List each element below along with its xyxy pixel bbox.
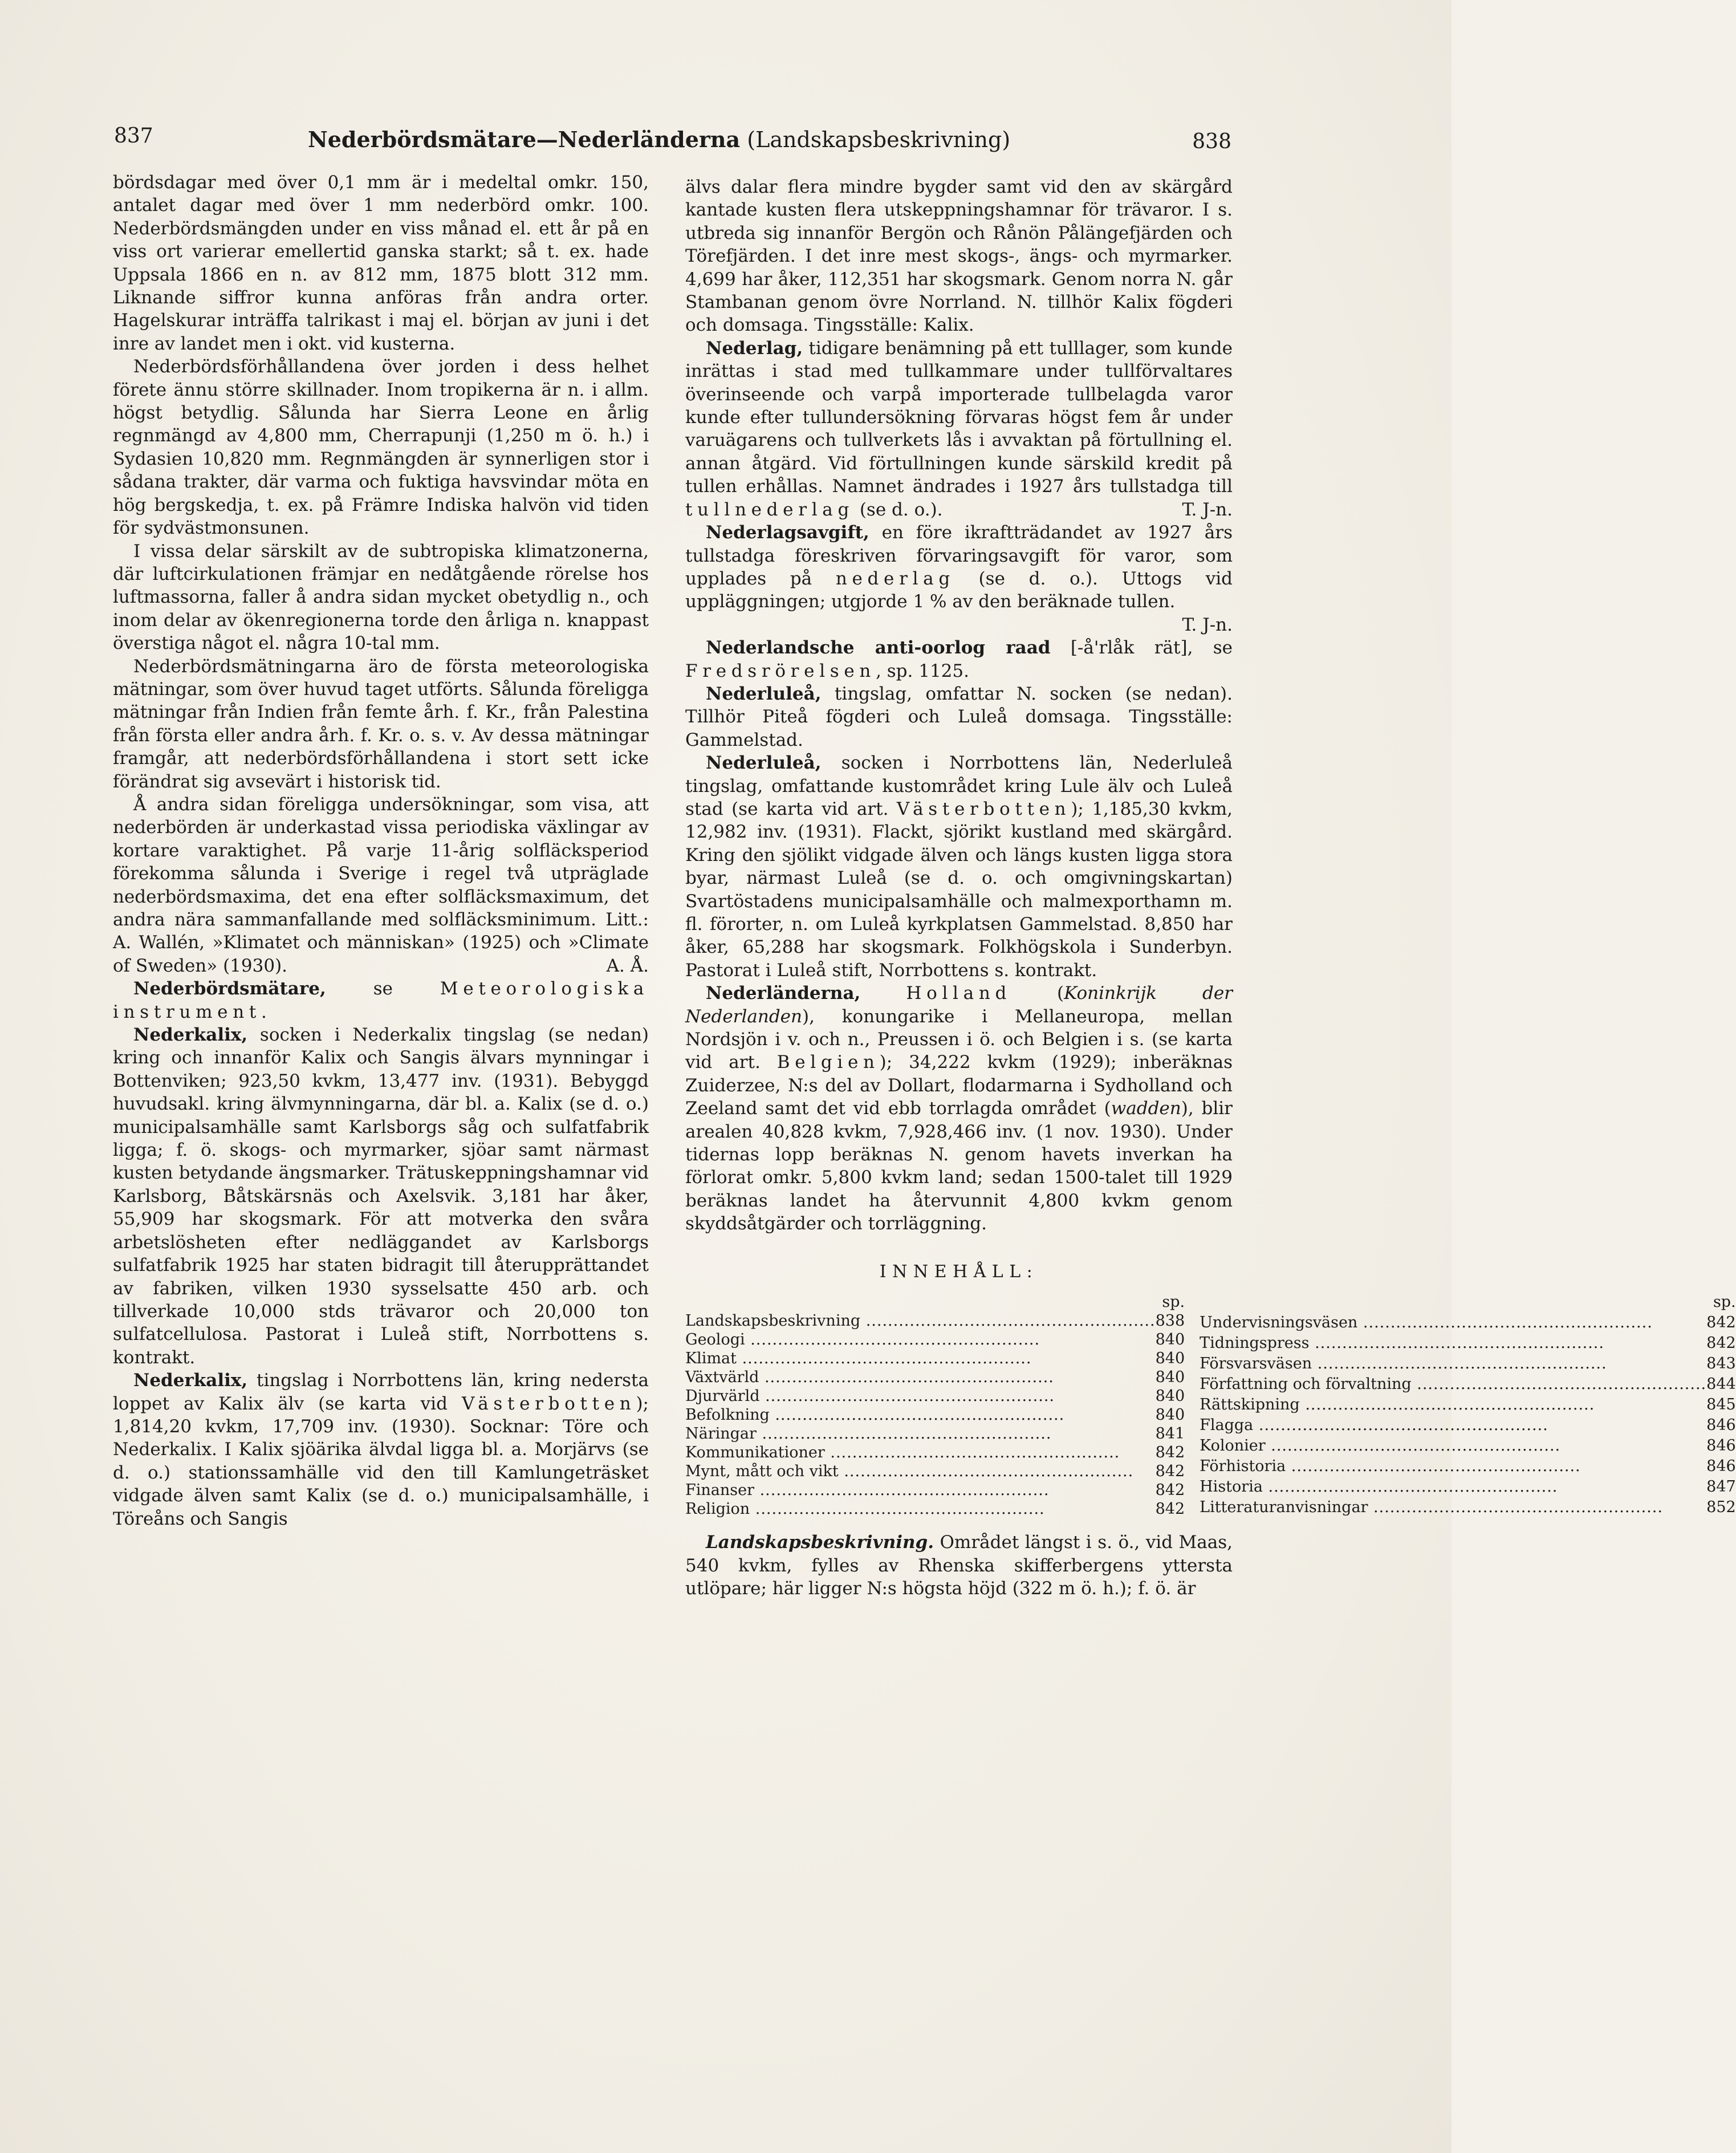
- contents-label: Litteraturanvisningar .....: [1200, 1498, 1706, 1518]
- term-italic: wadden: [1111, 1098, 1181, 1119]
- contents-page: 846: [1706, 1457, 1736, 1476]
- running-title: [308, 127, 1010, 152]
- paragraph: älvs dalar flera mindre bygder samt vid den av skärgård kantade kusten flera utskeppningshamnar för trävaror. I s. utbreda sig innanför Bergön och Rånön Pålängefjärden och Törefjärden. I det inre mest skogs-, ängs- och myrmarker. 4,699 har åker, 112,351 har skogsmark. Genom norra N. går Stambanan genom övre Norrland. N. tillhör Kalix fögderi och domsaga. Tingsställe: Kalix.: [685, 177, 1233, 336]
- contents-row: [685, 1481, 1185, 1500]
- entry-nederlagsavgift: [685, 521, 1233, 635]
- entry-text: socken i Nederkalix tingslag (se nedan) kring och innanför Kalix och Sangis älvars mynningar i Bottenviken; 923,50 kvkm, 13,477 inv. (1931). Bebyggd huvudsakl. kring älvmynningarna, där bl. a. Kalix (se d. o.) municipalsamhälle samt Karlsborgs såg och sulfatfabrik ligga; f. ö. skogs- och myrmarker, sjöar samt närmast kusten betydande ängsmarker. Trätuskeppningshamnar vid Karlsborg, Båtskärsnäs och Axelsvik. 3,181 har åker, 55,909 har skogsmark. För att motverka den svåra arbetslösheten efter nedläggandet av Karlsborgs sulfatfabrik 1925 har staten bidragit till återupprättandet av fabriken, vilken 1930 sysselsatte 450 arb. och tillverkade 10,000 stds trävaror och 20,000 ton sulfatcellulosa. Pastorat i Luleå stift, Norrbottens s. kontrakt.: [113, 1025, 649, 1368]
- signature: T. J-n.: [1182, 614, 1233, 635]
- entry-text: socken i Norrbottens län, Nederluleå tingslag, omfattande kustområdet kring Lule älv och Luleå stad (se karta vid art.: [685, 753, 1233, 819]
- contents-page: 841: [1155, 1425, 1185, 1443]
- cross-reference: nederlag: [835, 568, 955, 589]
- page-header: [114, 124, 1231, 164]
- contents-row: [685, 1349, 1185, 1368]
- entry-text: ), blir arealen 40,828 kvkm, 7,928,466 inv. (1 nov. 1930). Under tidernas lopp beräknas N. genom havets inverkan ha förlorat omkr. 5,800 kvkm land; sedan 1500-talet till 1929 beräknas landet ha återvunnit 4,800 kvkm genom skyddsåtgärder och torrläggning.: [685, 1098, 1233, 1234]
- contents-row: [685, 1462, 1185, 1481]
- contents-page: 840: [1155, 1406, 1185, 1424]
- contents-row: [685, 1368, 1185, 1387]
- section-heading: Landskapsbeskrivning.: [706, 1532, 934, 1553]
- contents-row: [685, 1330, 1185, 1349]
- entry-text: se: [326, 978, 440, 1000]
- entry-headword: Nederlagsavgift,: [706, 522, 869, 543]
- entry-nederlanderna: Nederländerna, Holland (Koninkrijk der Nederlanden), konungarike i Mellaneuropa, mellan Nordsjön i v. och n., Preussen i ö. och Belgien i s. (se karta vid art. Belgien); 34,222 kvkm (1929); inberäknas Zuiderzee, N:s del av Dollart, flodarmarna i Sydholland och Zeeland samt det vid ebb torrlagda området (wadden), blir arealen 40,828 kvkm, 7,928,466 inv. (1 nov. 1930). Under tidernas lopp beräknas N. genom havets inverkan ha förlorat omkr. 5,800 kvkm land; sedan 1500-talet till 1929 beräknas landet ha återvunnit 4,800 kvkm genom skyddsåtgärder och torrläggning.: [685, 983, 1233, 1234]
- entry-text: tingslag, omfattar N. socken (se nedan). Tillhör Piteå fögderi och Luleå domsaga. Tingsställe: Gammelstad.: [685, 683, 1233, 750]
- entry-headword: Nederluleå,: [706, 683, 822, 704]
- entry-nederkalix-tingslag: [113, 1369, 649, 1530]
- contents-label: Undervisningsväsen .....: [1200, 1313, 1706, 1334]
- contents-label: Flagga .....: [1200, 1416, 1706, 1436]
- entry-text: en före ikraftträdandet av 1927 års tullstadga föreskriven förvaringsavgift för varor, som upplades på: [685, 522, 1233, 589]
- contents-label: Landskapsbeskrivning .....: [685, 1311, 1156, 1330]
- contents-row: [1200, 1498, 1736, 1518]
- cross-reference: Västerbotten: [896, 798, 1071, 819]
- cross-reference: Belgien: [776, 1052, 880, 1073]
- entry-nederlulea-socken: [685, 751, 1233, 982]
- paragraph: Nederbördsförhållandena över jorden i dess helhet förete ännu större skillnader. Inom tropikerna är n. i allm. högst betydlig. Sålunda har Sierra Leone en årlig regnmängd av 4,800 mm, Cherrapunji (1,250 m ö. h.) i Sydasien 10,820 mm. Regnmängden är synnerligen stor i sådana trakter, där varma och fuktiga havsvindar möta en hög bergskedja, t. ex. på Främre Indiska halvön vid tiden för sydvästmonsunen.: [113, 356, 649, 539]
- running-title-bold: Nederbördsmätare—Nederländerna: [308, 127, 741, 152]
- contents-label: Kolonier .....: [1200, 1436, 1706, 1457]
- contents-label: Författning och förvaltning .....: [1200, 1375, 1706, 1395]
- entry-headword: Nederländerna,: [706, 983, 861, 1004]
- paragraph: Nederbördsmätningarna äro de första meteorologiska mätningar, som över huvud taget utförts. Sålunda föreligga mätningar från Indien från femte årh. f. Kr., från Palestina från första eller andra årh. f. Kr. o. s. v. Av dessa mätningar framgår, att nederbördsförhållandena i stort sett icke förändrat sig avsevärt i historisk tid.: [113, 656, 649, 792]
- entry-text: tidigare benämning på ett tulllager, som kunde inrättas i stad med tullkammare under tullförvaltares överinseende och varpå importerade tullbelagda varor kunde efter tullundersökning förvaras högst fem år under varuägarens och tullverkets lås i avvaktan på förtullning el. annan åtgärd. Vid förtullningen kunde särskild kredit på tullen erhållas. Namnet ändrades i 1927 års tullstadga till: [685, 338, 1233, 497]
- contents-page: 840: [1155, 1368, 1185, 1387]
- contents-row: [685, 1500, 1185, 1518]
- sp-label: sp.: [1162, 1293, 1185, 1311]
- contents-label: Växtvärld .....: [685, 1368, 1156, 1387]
- contents-page: 842: [1155, 1463, 1185, 1481]
- contents-row: [1200, 1395, 1736, 1416]
- entry-text: [-å'rlåk rät], se: [1050, 637, 1233, 659]
- contents-label: Djurvärld .....: [685, 1387, 1156, 1405]
- contents-row: [1200, 1375, 1736, 1395]
- contents-label: Geologi .....: [685, 1330, 1156, 1349]
- contents-label: Befolkning .....: [685, 1405, 1156, 1424]
- contents-page: 845: [1706, 1396, 1736, 1414]
- contents-page: 840: [1155, 1387, 1185, 1405]
- contents-page: 840: [1155, 1331, 1185, 1349]
- entry-text: ); 1,814,20 kvkm, 17,709 inv. (1930). Socknar: Töre och Nederkalix. I Kalix sjöärika älvdal ligga bl. a. Morjärvs (se d. o.) stationssamhälle vid den till Kamlungeträsket vidgade älven samt Kalix (se d. o.) municipalsamhälle, i Töreåns och Sangis: [113, 1393, 649, 1529]
- contents-heading: INNEHÅLL:: [879, 1261, 1039, 1282]
- entry-headword: Nederlandsche anti-oorlog raad: [706, 637, 1051, 659]
- contents-page: 838: [1155, 1312, 1185, 1330]
- contents-page: 842: [1155, 1444, 1185, 1462]
- contents-page: 842: [1155, 1500, 1185, 1518]
- contents-page: 852: [1706, 1498, 1736, 1517]
- contents-label: Förhistoria .....: [1200, 1457, 1706, 1477]
- contents-label: Finanser .....: [685, 1481, 1156, 1500]
- alt-name: Holland: [906, 983, 1011, 1004]
- contents-row: [685, 1405, 1185, 1424]
- contents-row: [1200, 1416, 1736, 1436]
- contents-page: 843: [1706, 1355, 1736, 1373]
- contents-label: Kommunikationer .....: [685, 1443, 1156, 1462]
- cross-reference: tullnederlag: [685, 499, 854, 520]
- signature: T. J-n.: [1182, 499, 1233, 520]
- contents-row: [1200, 1354, 1736, 1375]
- contents-row: [685, 1387, 1185, 1405]
- contents-label: Klimat .....: [685, 1349, 1156, 1368]
- contents-row: [1200, 1436, 1736, 1457]
- entry-headword: Nederlag,: [706, 338, 803, 359]
- entry-text: ); 1,185,30 kvkm, 12,982 inv. (1931). Flackt, sjörikt kustland med skärgård. Kring den sjölikt vidgade älven och längs kusten ligga stora byar, närmast Luleå (se d. o. och omgivningskartan) Svartöstadens municipalsamhälle och malmexporthamn m. fl. förorter, n. om Luleå kyrkplatsen Gammelstad. 8,850 har åker, 65,288 har skogsmark. Folkhögskola i Sunderbyn. Pastorat i Luleå stift, Norrbottens s. kontrakt.: [685, 798, 1233, 981]
- entry-headword: Nederkalix,: [133, 1370, 248, 1391]
- cross-reference: Fredsrörelsen: [685, 660, 876, 681]
- page-number-left: 837: [114, 124, 153, 148]
- sp-label: sp.: [1713, 1293, 1736, 1311]
- cross-reference: Meteorologiska instrument: [113, 978, 649, 1022]
- entry-text: , sp. 1125.: [876, 660, 969, 681]
- contents-left: [685, 1293, 1185, 1518]
- entry-text: tingslag i Norrbottens län, kring nedersta loppet av Kalix älv (se karta vid: [113, 1370, 649, 1414]
- entry-text: ); 34,222 kvkm (1929); inberäknas Zuiderzee, N:s del av Dollart, flodarmarna i Sydholland och Zeeland samt det vid ebb torrlagda området (: [685, 1052, 1233, 1119]
- page-number-right: 838: [1192, 130, 1231, 153]
- entry-text: (se d. o.). Uttogs vid uppläggningen; utgjorde 1 % av den beräknade tullen.: [685, 568, 1233, 612]
- contents-label: Försvarsväsen .....: [1200, 1354, 1706, 1375]
- contents-page: 842: [1706, 1334, 1736, 1352]
- native-name: Koninkrijk der Nederlanden: [685, 983, 1233, 1027]
- signature: A. Å.: [606, 955, 649, 976]
- contents-label: Näringar .....: [685, 1424, 1156, 1443]
- entry-nederlag: [685, 337, 1233, 521]
- entry-nederlulea-tingslag: [685, 683, 1233, 751]
- cross-reference: Västerbotten: [462, 1393, 636, 1414]
- contents-label: Historia .....: [1200, 1477, 1706, 1498]
- entry-headword: Nederbördsmätare,: [133, 978, 326, 1000]
- entry-anti-oorlog-raad: [685, 636, 1233, 683]
- section-landskapsbeskrivning: [685, 1531, 1233, 1600]
- running-title-rest: (Landskapsbeskrivning): [747, 127, 1011, 152]
- entry-text: .: [261, 1001, 267, 1022]
- contents-row: [1200, 1313, 1736, 1334]
- contents-page: 840: [1155, 1350, 1185, 1368]
- contents-page: 847: [1706, 1478, 1736, 1496]
- entry-headword: Nederluleå,: [706, 753, 822, 774]
- contents-page: 842: [1706, 1314, 1736, 1332]
- entry-text: , konungarike i Mellaneuropa, mellan Nordsjön i v. och n., Preussen i ö. och Belgien i s. (se karta vid art.: [685, 1006, 1233, 1073]
- contents-page: 842: [1155, 1481, 1185, 1500]
- contents-label: Religion .....: [685, 1500, 1156, 1518]
- paragraph: I vissa delar särskilt av de subtropiska klimatzonerna, där luftcirkulationen främjar en nedåtgående rörelse hos luftmassorna, faller å andra sidan mycket obetydlig n., och inom delar av ökenregionerna torde den årliga n. knappast överstiga något el. några 10-tal mm.: [113, 541, 649, 654]
- contents-label: Tidningspress .....: [1200, 1334, 1706, 1354]
- paragraph-text: Å andra sidan föreligga undersökningar, som visa, att nederbörden är underkastad vissa periodiska växlingar av kortare varaktighet. På varje 11-årig solfläcksperiod förekomma sålunda i Sverige i regel två utpräglade nederbördsmaxima, det ena efter solfläcksmaximum, det andra nära sammanfallande med solfläcksminimum. Litt.: A. Wallén, »Klimatet och människan» (1925) och »Climate of Sweden» (1930).: [113, 794, 649, 976]
- entry-nederkalix-socken: [113, 1023, 649, 1369]
- entry-headword: Nederkalix,: [133, 1025, 248, 1046]
- contents-row: [1200, 1334, 1736, 1354]
- contents-row: [1200, 1477, 1736, 1498]
- entry-nederbordsmatare: [113, 977, 649, 1023]
- contents-table: [685, 1293, 1736, 1518]
- contents-page: 846: [1706, 1416, 1736, 1435]
- entry-text: Området längst i s. ö., vid Maas, 540 kvkm, fylles av Rhenska skifferbergens yttersta utlöpare; här ligger N:s högsta höjd (322 m ö. h.); f. ö. är: [685, 1532, 1233, 1599]
- contents-row: [685, 1424, 1185, 1443]
- contents-row: [1200, 1457, 1736, 1477]
- paragraph: [113, 793, 649, 977]
- contents-row: [685, 1311, 1185, 1330]
- left-column: [113, 171, 649, 1530]
- entry-text: (se d. o.).: [853, 499, 943, 520]
- contents-page: 844: [1706, 1375, 1736, 1394]
- paragraph: bördsdagar med över 0,1 mm är i medeltal omkr. 150, antalet dagar med över 1 mm nederbörd omkr. 100. Nederbördsmängden under en viss månad el. ett år på en viss ort varierar emellertid ganska starkt; så t. ex. hade Uppsala 1866 en n. av 812 mm, 1875 blott 312 mm. Liknande siffror kunna anföras från andra orter. Hagelskurar inträffa talrikast i maj el. början av juni i det inre av landet men i okt. vid kusterna.: [113, 172, 649, 354]
- right-column: [685, 176, 1736, 1600]
- contents-page: 846: [1706, 1437, 1736, 1455]
- contents-row: [685, 1443, 1185, 1462]
- contents-label: Mynt, mått och vikt .....: [685, 1462, 1156, 1481]
- contents-right: [1200, 1293, 1736, 1518]
- contents-label: Rättskipning .....: [1200, 1395, 1706, 1416]
